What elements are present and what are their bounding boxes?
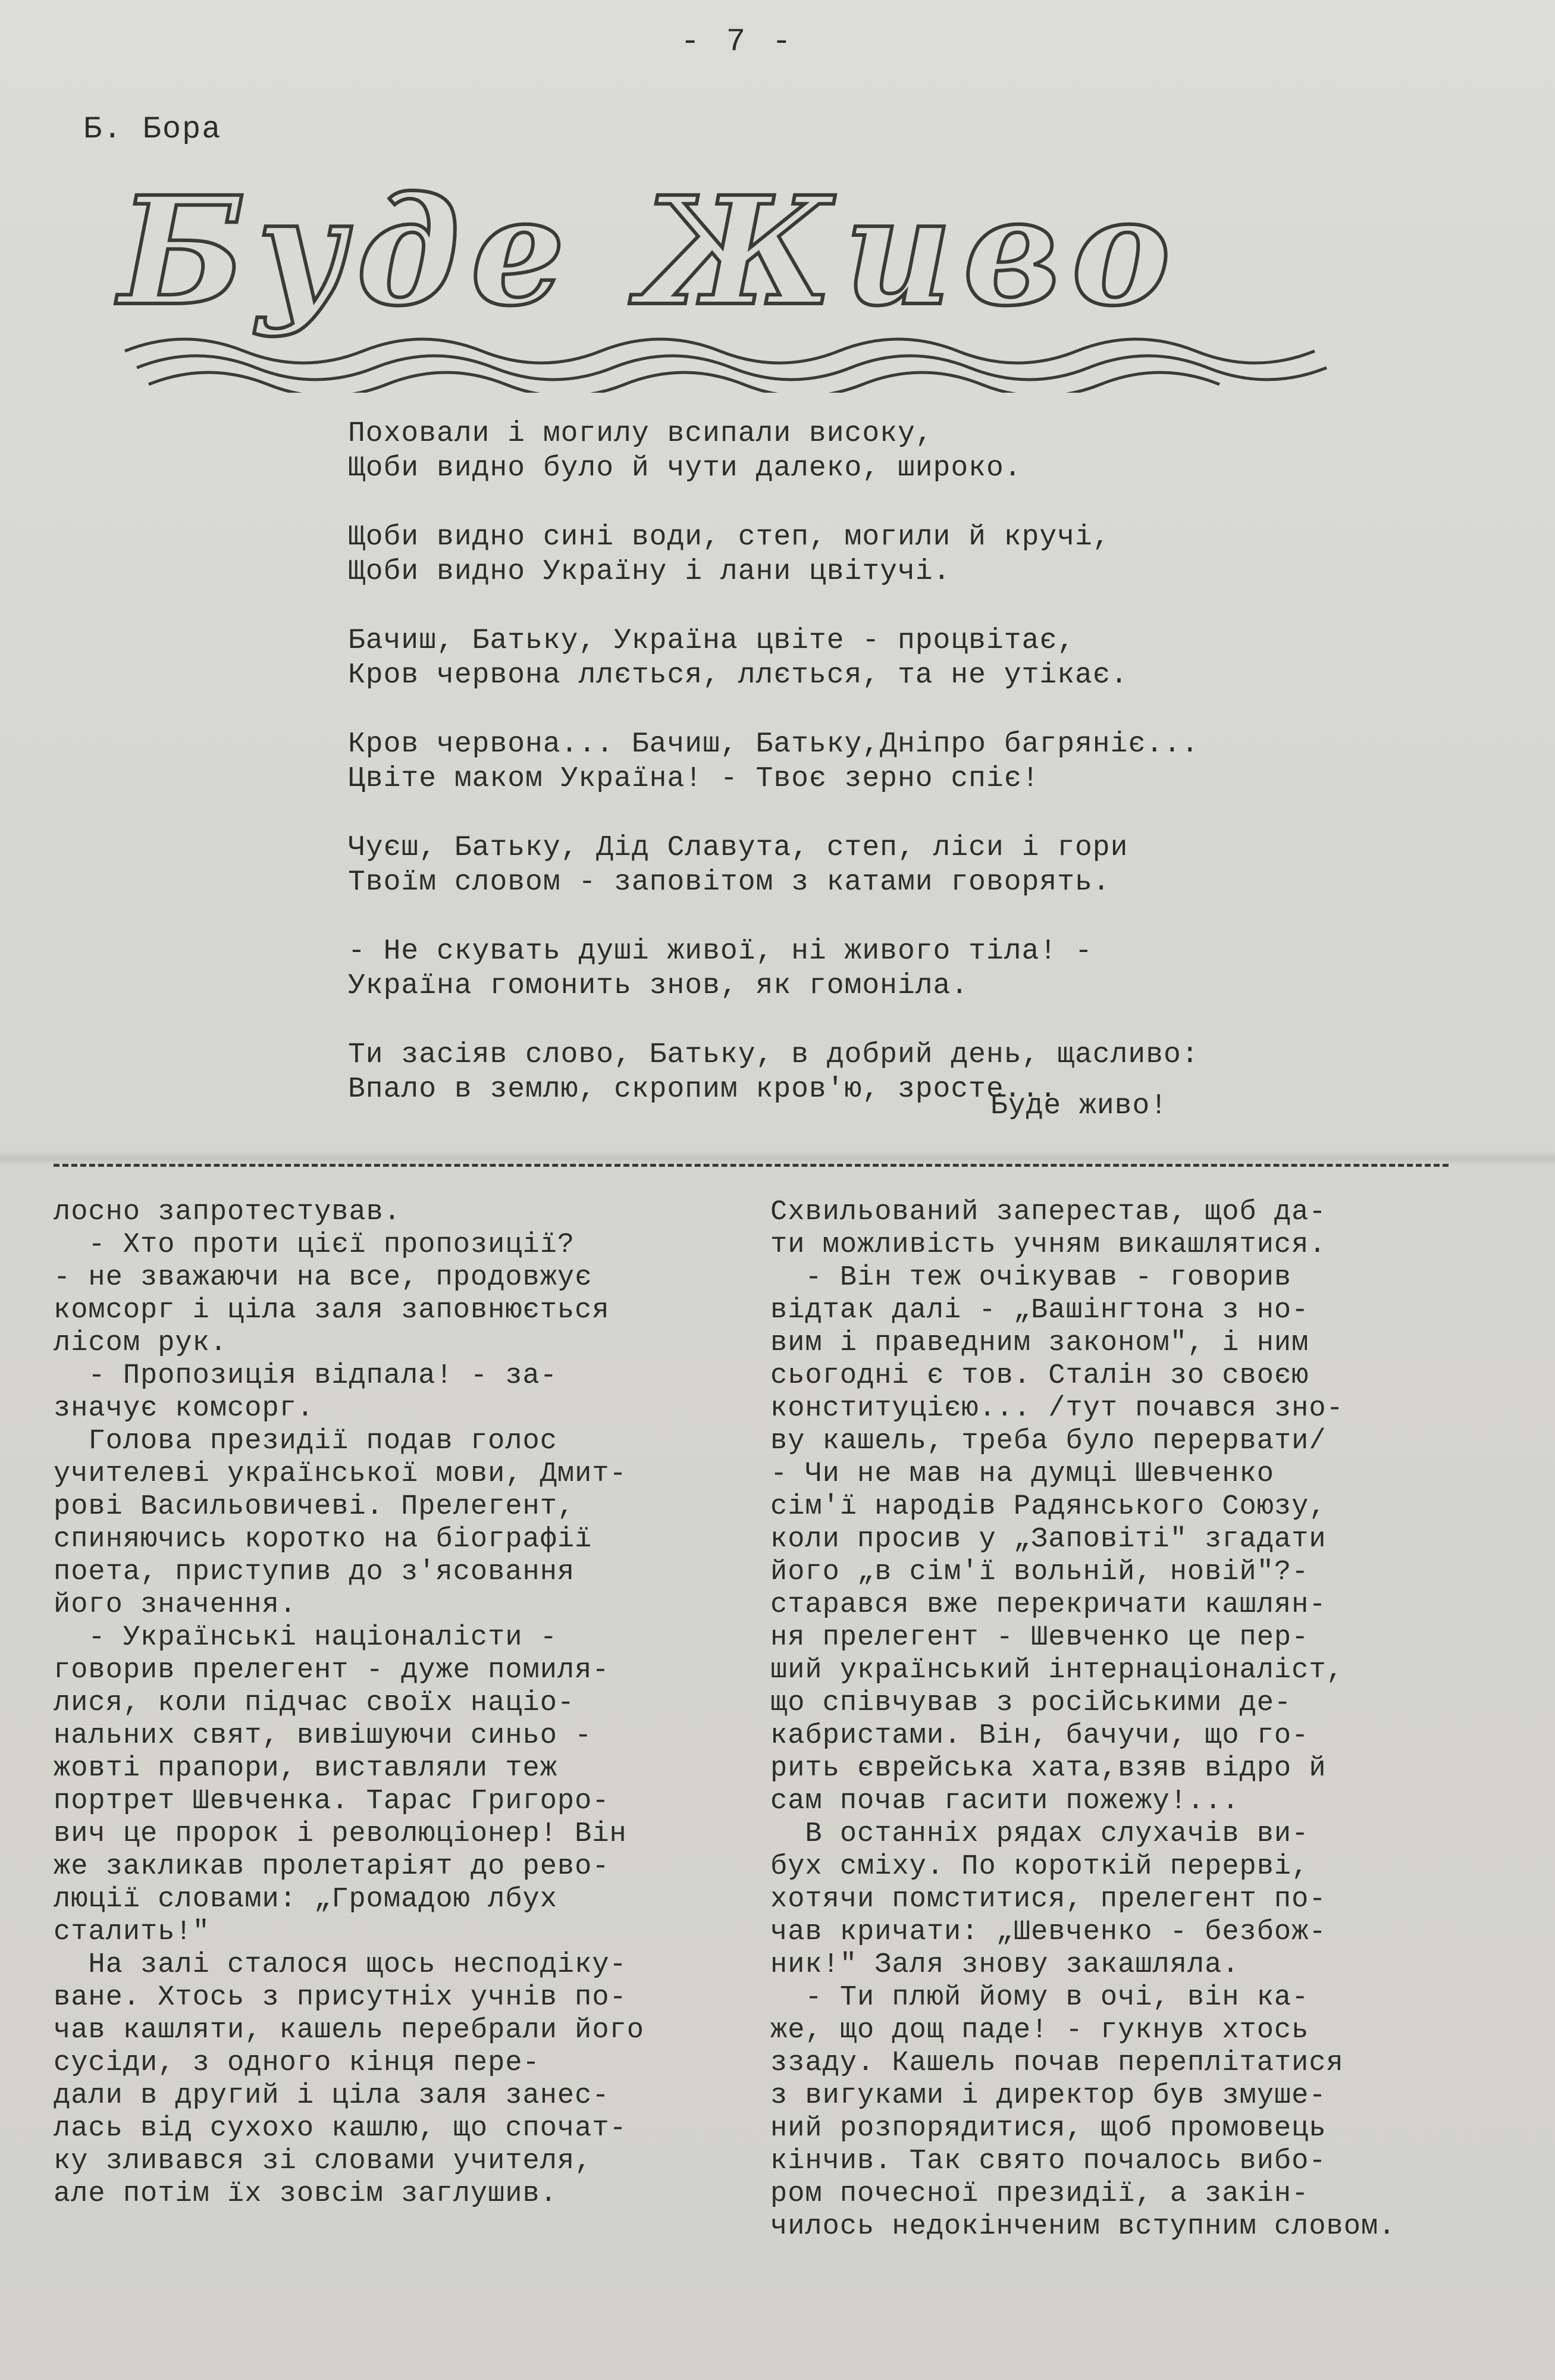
text-line: чав кричати: „Шевченко - безбож- bbox=[770, 1916, 1327, 1948]
title-lettering: Буде Живо bbox=[119, 178, 1181, 339]
text-line: ший український інтернаціоналіст, bbox=[770, 1655, 1344, 1686]
text-line: сусіди, з одного кінця пере- bbox=[54, 2047, 540, 2079]
text-line: дали в другий і ціла заля занес- bbox=[54, 2080, 610, 2112]
poem-line: Твоїм словом - заповітом з катами говорять. bbox=[348, 866, 1111, 898]
text-line: лосно запротестував. bbox=[54, 1197, 402, 1228]
poem-line: Кров червона... Бачиш, Батьку,Дніпро багряніє... bbox=[348, 728, 1199, 760]
poem-stanza bbox=[348, 520, 1359, 589]
poem-line: Ти засіяв слово, Батьку, в добрий день, щасливо: bbox=[348, 1039, 1199, 1071]
text-line: хотячи помститися, прелегент по- bbox=[770, 1884, 1327, 1915]
text-line: старався вже перекричати кашлян- bbox=[770, 1589, 1327, 1621]
text-line: лась від сухохо кашлю, що спочат- bbox=[54, 2113, 627, 2144]
text-line: ня прелегент - Шевченко це пер- bbox=[770, 1622, 1309, 1654]
wave-line-1 bbox=[125, 339, 1315, 363]
text-line: ром почесної президії, а закін- bbox=[770, 2178, 1309, 2210]
text-line: лися, коли підчас своїх націо- bbox=[54, 1687, 575, 1719]
text-line: сталить!" bbox=[54, 1916, 210, 1948]
poem-stanza bbox=[348, 624, 1359, 693]
poem-stanza bbox=[348, 416, 1359, 486]
text-line: портрет Шевченка. Тарас Григоро- bbox=[54, 1786, 610, 1817]
page-number: - 7 - bbox=[680, 24, 795, 60]
text-line: Схвильований заперестав, щоб да- bbox=[770, 1197, 1327, 1228]
text-line: - Пропозиція відпала! - за- bbox=[54, 1360, 557, 1392]
text-line: коли просив у „Заповіті" згадати bbox=[770, 1524, 1327, 1555]
poem-line: Щоби видно Україну і лани цвітучі. bbox=[348, 556, 951, 588]
text-line: його значення. bbox=[54, 1589, 297, 1621]
poem-signoff: Буде живо! bbox=[990, 1090, 1168, 1122]
poem-stanza bbox=[348, 831, 1359, 900]
text-line: чилось недокінченим вступним словом. bbox=[770, 2211, 1396, 2243]
text-line: сім'ї народів Радянського Союзу, bbox=[770, 1491, 1327, 1523]
text-line: лісом рук. bbox=[54, 1327, 228, 1359]
text-line: але потім їх зовсім заглушив. bbox=[54, 2178, 557, 2210]
text-line: ване. Хтось з присутніх учнів по- bbox=[54, 1982, 627, 2013]
poem-line: Україна гомонить знов, як гомоніла. bbox=[348, 970, 969, 1002]
text-line: же, що дощ паде! - гукнув хтось bbox=[770, 2015, 1309, 2046]
text-line: ву кашель, треба було перервати/ bbox=[770, 1426, 1327, 1457]
poem-line: - Не скувать душі живої, ні живого тіла! - bbox=[348, 935, 1093, 967]
text-line: - Ти плюй йому в очі, він ка- bbox=[770, 1982, 1309, 2013]
text-line: вич це пророк і революціонер! Він bbox=[54, 1818, 627, 1850]
text-line: значує комсорг. bbox=[54, 1393, 315, 1424]
text-line: поета, приступив до з'ясовання bbox=[54, 1557, 575, 1588]
poem-line: Поховали і могилу всипали високу, bbox=[348, 418, 933, 450]
text-line: - не зважаючи на все, продовжує bbox=[54, 1262, 592, 1294]
text-line: ник!" Заля знову закашляла. bbox=[770, 1949, 1240, 1981]
text-line: - Він теж очікував - говорив bbox=[770, 1262, 1292, 1294]
text-line: що співчував з російськими де- bbox=[770, 1687, 1292, 1719]
poem-line: Чуєш, Батьку, Дід Славута, степ, ліси і гори bbox=[348, 832, 1128, 864]
text-line: ний розпорядитися, щоб промовець bbox=[770, 2113, 1327, 2144]
article-column-right bbox=[770, 1196, 1490, 2243]
poem-title bbox=[113, 178, 1350, 393]
poem-stanza bbox=[348, 1038, 1359, 1107]
poem-line: Цвіте маком Україна! - Твоє зерно спіє! bbox=[348, 763, 1040, 795]
text-line: В останніх рядах слухачів ви- bbox=[770, 1818, 1309, 1850]
text-line: комсорг і ціла заля заповнюється bbox=[54, 1295, 610, 1326]
text-line: На залі сталося щось несподіку- bbox=[54, 1949, 627, 1981]
text-line: учителеві української мови, Дмит- bbox=[54, 1458, 627, 1490]
text-line: люції словами: „Громадою лбух bbox=[54, 1884, 557, 1915]
text-line: рить єврейська хата,взяв відро й bbox=[770, 1753, 1327, 1784]
text-line: - Українські націоналісти - bbox=[54, 1622, 557, 1654]
text-line: сам почав гасити пожежу!... bbox=[770, 1786, 1240, 1817]
text-line: вим і праведним законом", і ним bbox=[770, 1327, 1309, 1359]
text-line: же закликав пролетаріят до рево- bbox=[54, 1851, 610, 1883]
text-line: з вигуками і директор був змуше- bbox=[770, 2080, 1327, 2112]
text-line: сьогодні є тов. Сталін зо своєю bbox=[770, 1360, 1309, 1392]
text-line: кінчив. Так свято почалось вибо- bbox=[770, 2146, 1327, 2177]
poem-body bbox=[348, 416, 1359, 1141]
poem-line: Впало в землю, скропим кров'ю, зросте... bbox=[348, 1073, 1058, 1106]
text-line: конституцією... /тут почався зно- bbox=[770, 1393, 1344, 1424]
text-line: чав кашляти, кашель перебрали його bbox=[54, 2015, 644, 2046]
author-name: Б. Бора bbox=[83, 112, 222, 147]
text-line: спиняючись коротко на біографії bbox=[54, 1524, 592, 1555]
text-line: ззаду. Кашель почав переплітатися bbox=[770, 2047, 1344, 2079]
text-line: відтак далі - „Вашінгтона з но- bbox=[770, 1295, 1309, 1326]
poem-stanza bbox=[348, 934, 1359, 1003]
text-line: - Хто проти цієї пропозиції? bbox=[54, 1229, 575, 1261]
section-divider bbox=[54, 1164, 1449, 1167]
text-line: рові Васильовичеві. Прелегент, bbox=[54, 1491, 575, 1523]
poem-line: Кров червона ллється, ллється, та не утікає. bbox=[348, 659, 1128, 691]
decorative-title-graphic bbox=[113, 178, 1350, 393]
wave-line-2 bbox=[137, 356, 1327, 380]
text-line: - Чи не мав на думці Шевченко bbox=[770, 1458, 1274, 1490]
text-line: Голова президії подав голос bbox=[54, 1426, 557, 1457]
poem-line: Бачиш, Батьку, Україна цвіте - процвітає, bbox=[348, 625, 1075, 657]
text-line: говорив прелегент - дуже помиля- bbox=[54, 1655, 610, 1686]
text-line: бух сміху. По короткій перерві, bbox=[770, 1851, 1309, 1883]
text-line: кабристами. Він, бачучи, що го- bbox=[770, 1720, 1309, 1752]
text-line: ку зливався зі словами учителя, bbox=[54, 2146, 592, 2177]
article-column-left bbox=[54, 1196, 750, 2210]
text-line: нальних свят, вивішуючи синьо - bbox=[54, 1720, 592, 1752]
poem-line: Щоби видно сині води, степ, могили й кручі, bbox=[348, 521, 1111, 553]
text-line: ти можливість учням викашлятися. bbox=[770, 1229, 1327, 1261]
text-line: жовті прапори, виставляли теж bbox=[54, 1753, 557, 1784]
poem-line: Щоби видно було й чути далеко, широко. bbox=[348, 452, 1022, 484]
text-line: його „в сім'ї вольній, новій"?- bbox=[770, 1557, 1309, 1588]
poem-stanza bbox=[348, 727, 1359, 796]
